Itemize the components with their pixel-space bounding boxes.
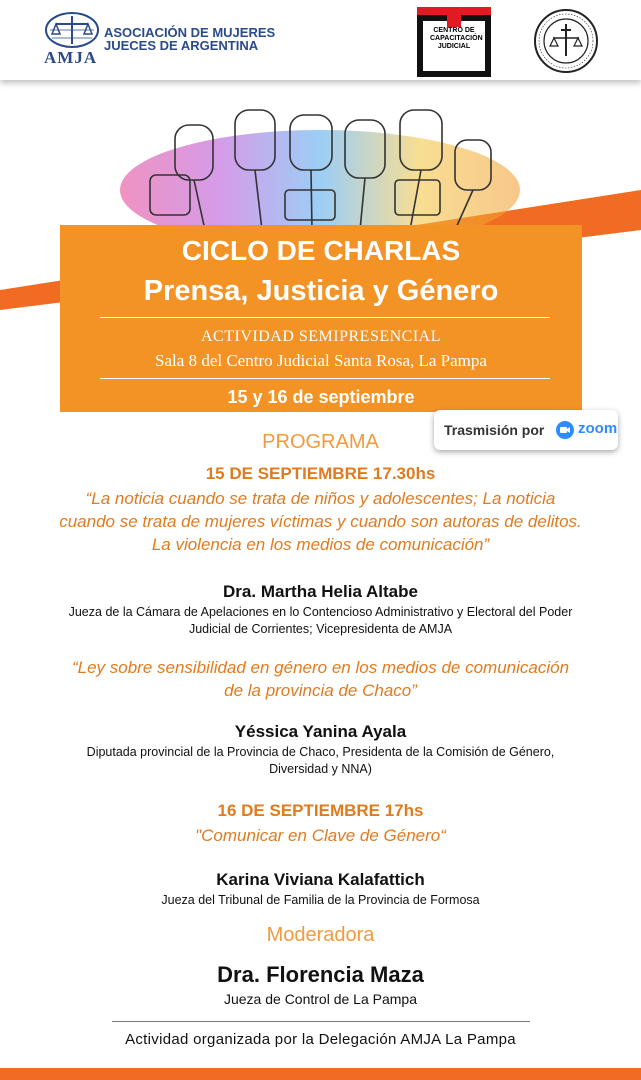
bottom-accent-bar [0, 1068, 641, 1080]
day1-talk1-line1: “La noticia cuando se trata de niños y adolescentes; La noticia [85, 489, 556, 508]
title-divider [100, 317, 550, 318]
moderator-role: Jueza de Control de La Pampa [223, 991, 417, 1007]
footer-organizer: Actividad organizada por la Delegación AMJA La Pampa [125, 1031, 516, 1048]
zoom-camera-icon [556, 421, 574, 439]
judicial-seal-icon [533, 8, 599, 74]
day2-date: 16 DE SEPTIEMBRE 17hs [217, 801, 424, 820]
day1-talk1-line2: cuando se trata de mujeres víctimas y cuando son autoras de delitos. [59, 512, 582, 531]
speaker2-name: Yéssica Yanina Ayala [234, 722, 407, 741]
speaker2-role-line1: Diputada provincial de la Provincia de Chaco, Presidenta de la Comisión de Género, [86, 745, 555, 759]
event-title-line1: CICLO DE CHARLAS [181, 235, 461, 266]
speaker1-role-line2: Judicial de Corrientes; Vicepresidenta de AMJA [188, 622, 453, 636]
ccj-line2: CAPACITACIÓN [430, 35, 483, 42]
amja-name [104, 26, 275, 52]
speaker1-name: Dra. Martha Helia Altabe [223, 582, 418, 601]
day1-talk2-line2: de la provincia de Chaco” [224, 681, 417, 700]
event-venue: Sala 8 del Centro Judicial Santa Rosa, La Pampa [155, 351, 487, 370]
zoom-brand: zoom [578, 420, 618, 437]
header-logos-bar [0, 0, 641, 80]
program-heading: PROGRAMA [262, 431, 379, 453]
zoom-transmission-badge [434, 410, 618, 450]
speaker1-role-line1: Jueza de la Cámara de Apelaciones en lo Contencioso Administrativo y Electoral del Poder [68, 605, 573, 619]
amja-abbr: AMJA [44, 48, 98, 67]
ccj-name [430, 27, 483, 51]
speaker3-role: Jueza del Tribunal de Familia de la Provincia de Formosa [161, 893, 480, 907]
ccj-line3: JUDICIAL [437, 43, 471, 50]
event-dates: 15 y 16 de septiembre [227, 387, 415, 407]
amja-name-line2: JUECES DE ARGENTINA [104, 38, 259, 53]
venue-divider [100, 378, 550, 379]
speaker3-name: Karina Viviana Kalafattich [216, 870, 425, 889]
speaker2-role-line2: Diversidad y NNA) [269, 762, 372, 776]
event-title-line2: Prensa, Justicia y Género [143, 275, 499, 307]
ccj-line1: CENTRO DE [433, 27, 475, 34]
moderator-name: Dra. Florencia Maza [217, 962, 424, 987]
moderator-heading: Moderadora [266, 924, 375, 946]
amja-name-line1: ASOCIACIÓN DE MUJERES [104, 25, 276, 40]
day2-talk: "Comunicar en Clave de Género“ [195, 826, 446, 845]
day1-talk1-line3: La violencia en los medios de comunicación” [151, 535, 490, 554]
zoom-label: Trasmisión por [444, 422, 545, 438]
day1-talk2-line1: “Ley sobre sensibilidad en género en los medios de comunicación [71, 658, 570, 677]
footer-divider [112, 1021, 530, 1022]
activity-type: ACTIVIDAD SEMIPRESENCIAL [201, 328, 441, 345]
day1-date: 15 DE SEPTIEMBRE 17.30hs [205, 464, 436, 483]
event-title-box [60, 225, 582, 412]
